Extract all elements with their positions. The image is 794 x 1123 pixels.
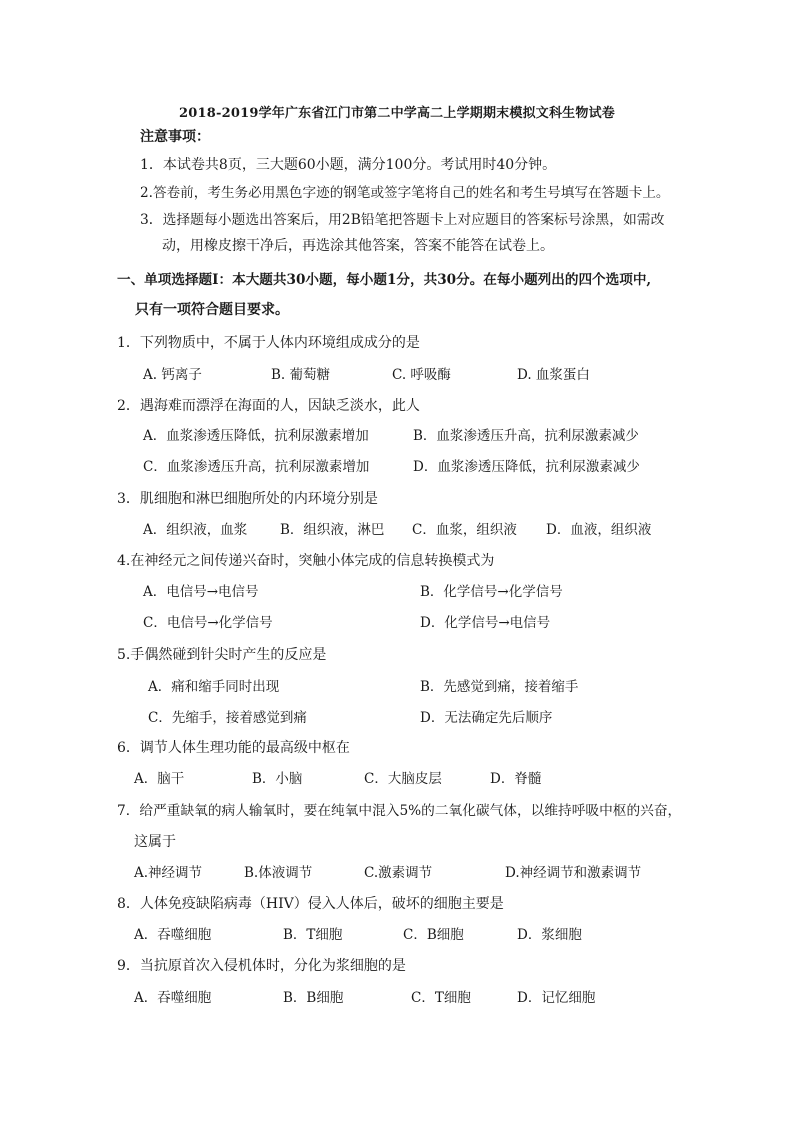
question-stem: 6．调节人体生理功能的最高级中枢在 [117,740,350,756]
option: C．电信号→化学信号 [143,615,273,631]
option: B．组织液，淋巴 [280,522,385,538]
option: A．吞噬细胞 [134,990,212,1006]
option: C．T细胞 [411,990,471,1006]
question-stem: 3．肌细胞和淋巴细胞所处的内环境分别是 [117,491,378,507]
option: C．B细胞 [403,927,464,943]
option: C．血浆渗透压升高，抗利尿激素增加 [143,459,370,475]
option: B．化学信号→化学信号 [420,584,563,600]
page-title: 2018-2019学年广东省江门市第二中学高二上学期期末模拟文科生物试卷 [179,106,615,121]
notice-item: 2.答卷前，考生务必用黑色字迹的钢笔或签字笔将自己的姓名和考生号填写在答题卡上。 [140,185,670,201]
question-stem: 5.手偶然碰到针尖时产生的反应是 [117,647,327,663]
notice-item: 动，用橡皮擦干净后，再选涂其他答案，答案不能答在试卷上。 [162,238,554,254]
option: D．浆细胞 [517,927,582,943]
option: A．组织液，血浆 [143,522,248,538]
question-stem-cont: 这属于 [134,834,176,850]
option: C．大脑皮层 [364,771,442,787]
notice-item: 3．选择题每小题选出答案后，用2B铅笔把答题卡上对应题目的答案标号涂黑，如需改 [140,212,665,228]
option: B. 葡萄糖 [271,367,331,383]
option: C. 呼吸酶 [392,367,451,383]
option: D. 血浆蛋白 [517,367,590,383]
question-stem: 9．当抗原首次入侵机体时，分化为浆细胞的是 [117,958,406,974]
question-stem: 4.在神经元之间传递兴奋时，突触小体完成的信息转换模式为 [117,553,495,569]
option: A．痛和缩手同时出现 [148,679,280,695]
question-stem: 8．人体免疫缺陷病毒（HIV）侵入人体后，破坏的细胞主要是 [117,896,504,912]
notice-heading: 注意事项： [140,129,210,145]
option: C．先缩手，接着感觉到痛 [148,710,307,726]
option: B．T细胞 [283,927,343,943]
option: D．血液，组织液 [546,522,652,538]
notice-item: 1．本试卷共8页，三大题60小题，满分100分。考试用时40分钟。 [140,157,557,173]
option: A．脑干 [134,771,185,787]
option: B．先感觉到痛，接着缩手 [420,679,579,695]
option: D．化学信号→电信号 [420,615,551,631]
option: D．记忆细胞 [517,990,596,1006]
option: A．血浆渗透压降低，抗利尿激素增加 [143,428,369,444]
option: A．吞噬细胞 [134,927,212,943]
question-stem: 2．遇海难而漂浮在海面的人，因缺乏淡水，此人 [117,398,420,414]
option: C．血浆，组织液 [412,522,517,538]
option: D.神经调节和激素调节 [505,865,642,881]
option: A. 钙离子 [143,367,202,383]
option: D．脊髓 [490,771,542,787]
option: B．血浆渗透压升高，抗利尿激素减少 [413,428,639,444]
option: A.神经调节 [134,865,203,881]
section-heading-cont: 只有一项符合题目要求。 [135,302,289,318]
option: D．血浆渗透压降低，抗利尿激素减少 [413,459,640,475]
option: B．B细胞 [283,990,344,1006]
option: A．电信号→电信号 [143,584,259,600]
question-stem: 1．下列物质中，不属于人体内环境组成成分的是 [117,335,420,351]
option: B．小脑 [252,771,303,787]
option: D．无法确定先后顺序 [420,710,553,726]
question-stem: 7．给严重缺氧的病人输氧时，要在纯氧中混入5%的二氧化碳气体，以维持呼吸中枢的兴奋， [117,803,682,819]
option: C.激素调节 [364,865,433,881]
option: B.体液调节 [244,865,313,881]
section-heading: 一、单项选择题Ⅰ：本大题共30小题，每小题1分，共30分。在每小题列出的四个选项中, [117,272,652,288]
